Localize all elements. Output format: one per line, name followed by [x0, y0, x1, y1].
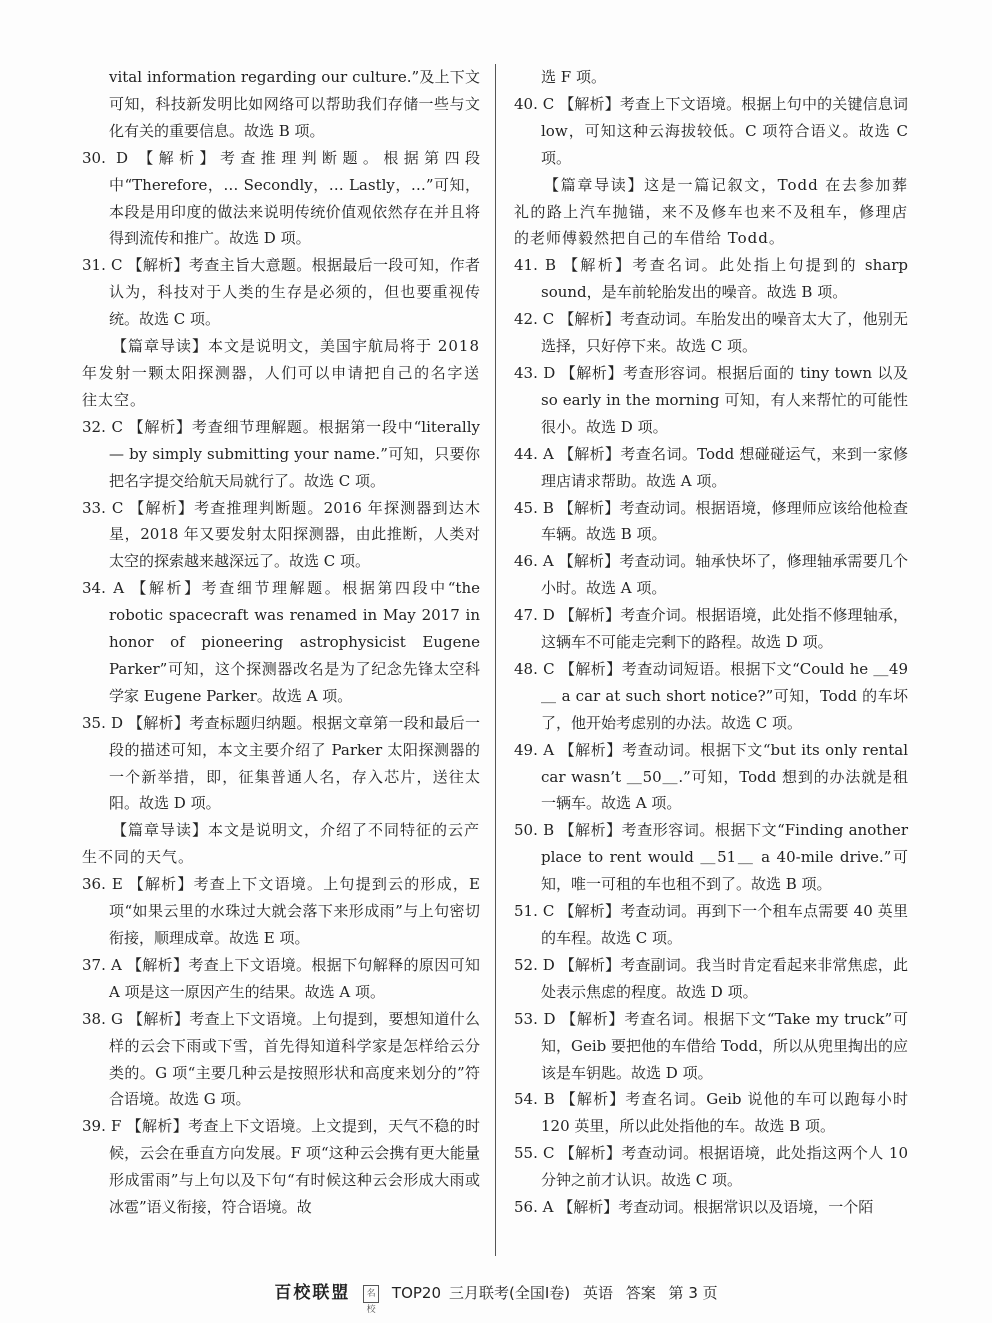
answer-item: 41. B 【解析】考查名词。此处指上句提到的 sharp sound，是车前轮胎发出的噪音。故选 B 项。 [514, 256, 908, 302]
answer-item: 40. C 【解析】考查上下文语境。根据上句中的关键信息词 low，可知这种云海拔较低。C 项符合语义。故选 C 项。 [514, 94, 908, 167]
answer-item: 30. D 【解析】考查推理判断题。根据第四段中“Therefore，… Secondly，… Lastly，…”可知，本段是用印度的做法来说明传统价值观依然存在并且将得到流传和推广。故选 D 项。 [82, 148, 480, 248]
column-divider [495, 64, 496, 1256]
answer-cont: 选 F 项。 [541, 68, 606, 86]
answer-cont: vital information regarding our culture.”及上下文可知，科技新发明比如网络可以帮助我们存储一些与文化有关的重要信息。故选 B 项。 [109, 68, 480, 140]
answer-item: 51. C 【解析】考查动词。再到下一个租车点需要 40 英里的车程。故选 C 项。 [514, 902, 908, 947]
logo-seal: 名校 [363, 1285, 379, 1303]
answer-item: 46. A 【解析】考查动词。轴承快坏了，修理轴承需要几个小时。故选 A 项。 [514, 552, 908, 598]
passage-intro: 【篇章导读】这是一篇记叙文，Todd 在去参加葬礼的路上汽车抛锚，来不及修车也来不及租车，修理店的老师傅毅然把自己的车借给 Todd。 [514, 175, 908, 248]
answer-item: 45. B 【解析】考查动词。根据语境，修理师应该给他检查车辆。故选 B 项。 [514, 498, 908, 544]
answer-item: 37. A 【解析】考查上下文语境。根据下句解释的原因可知 A 项是这一原因产生的结果。故选 A 项。 [82, 955, 480, 1001]
answer-item: 44. A 【解析】考查名词。Todd 想碰碰运气，来到一家修理店请求帮助。故选 A 项。 [514, 444, 908, 490]
series-label: TOP20 [391, 1284, 442, 1302]
answer-item: 38. G 【解析】考查上下文语境。上句提到，要想知道什么样的云会下雨或下雪，首先得知道科学家是怎样给云分类的。G 项“主要几种云是按照形状和高度来划分的”符合语境。故选 G 项。 [82, 1009, 480, 1109]
passage-intro: 【篇章导读】本文是说明文，介绍了不同特征的云产生不同的天气。 [82, 821, 481, 867]
page-number: 第 3 页 [668, 1284, 718, 1302]
kind-label: 答案 [625, 1284, 656, 1302]
answer-item: 56. A 【解析】考查动词。根据常识以及语境，一个陌 [514, 1198, 874, 1217]
answer-item: 39. F 【解析】考查上下文语境。上文提到，天气不稳的时候，云会在垂直方向发展。F 项“这种云会携有更大能量形成雷雨”与上句以及下句“有时候这种云会形成大雨或冰雹”语义衔接，符合语境。故 [82, 1117, 480, 1217]
answer-item: 53. D 【解析】考查名词。根据下文“Take my truck”可知，Geib 要把他的车借给 Todd，所以从兜里掏出的应该是车钥匙。故选 D 项。 [514, 1009, 908, 1082]
answer-item: 55. C 【解析】考查动词。根据语境，此处指这两个人 10 分钟之前才认识。故选 C 项。 [514, 1144, 908, 1190]
subject-label: 英语 [582, 1284, 613, 1302]
answer-item: 35. D 【解析】考查标题归纳题。根据文章第一段和最后一段的描述可知，本文主要介绍了 Parker 太阳探测器的一个新举措，即，征集普通人名，存入芯片，送往太阳。故选 D 项。 [82, 713, 480, 813]
left-column [82, 64, 480, 1221]
answer-item: 36. E 【解析】考查上下文语境。上句提到云的形成，E 项“如果云里的水珠过大就会落下来形成雨”与上句密切衔接，顺理成章。故选 E 项。 [82, 875, 480, 947]
answer-item: 34. A 【解析】考查细节理解题。根据第四段中“the robotic spacecraft was renamed in May 2017 in honor of pioneering astrophysicist Eugene Parker”可知，这个探测器改名是为了纪念先锋太空科学家 Eugene Parker。故选 A 项。 [82, 579, 480, 705]
answer-item: 52. D 【解析】考查副词。我当时肯定看起来非常焦虑，此处表示焦虑的程度。故选 D 项。 [514, 955, 908, 1001]
answer-item: 49. A 【解析】考查动词。根据下文“but its only rental car wasn’t ＿50＿.”可知，Todd 想到的办法就是租一辆车。故选 A 项。 [514, 740, 908, 813]
answer-item: 47. D 【解析】考查介词。根据语境，此处指不修理轴承，这辆车不可能走完剩下的路程。故选 D 项。 [514, 606, 908, 652]
answer-item: 42. C 【解析】考查动词。车胎发出的噪音太大了，他别无选择，只好停下来。故选 C 项。 [514, 310, 908, 356]
exam-label: 三月联考(全国Ⅰ卷) [449, 1284, 571, 1302]
publisher-logo: 百校联盟 [274, 1283, 351, 1303]
answer-item: 50. B 【解析】考查形容词。根据下文“Finding another place to rent would ＿51＿ a 40-mile drive.”可知，唯一可租的车也租不到了。故选 B 项。 [514, 821, 908, 894]
answer-item: 31. C 【解析】考查主旨大意题。根据最后一段可知，作者认为，科技对于人类的生存是必须的，但也要重视传统。故选 C 项。 [82, 256, 480, 329]
answer-item: 33. C 【解析】考查推理判断题。2016 年探测器到达木星，2018 年又要发射太阳探测器，由此推断，人类对太空的探索越来越深远了。故选 C 项。 [82, 498, 480, 571]
answer-item: 32. C 【解析】考查细节理解题。根据第一段中“literally — by simply submitting your name.”可知，只要你把名字提交给航天局就行了。故选 C 项。 [82, 417, 480, 490]
passage-intro: 【篇章导读】本文是说明文，美国宇航局将于 2018 年发射一颗太阳探测器，人们可以申请把自己的名字送往太空。 [82, 337, 480, 409]
answer-item: 43. D 【解析】考查形容词。根据后面的 tiny town 以及 so early in the morning 可知，有人来帮忙的可能性很小。故选 D 项。 [514, 363, 908, 436]
page-footer [0, 1278, 992, 1315]
right-column [514, 64, 908, 1221]
answer-item: 54. B 【解析】考查名词。Geib 说他的车可以跑每小时 120 英里，所以此处指他的车。故选 B 项。 [514, 1090, 908, 1136]
answer-item: 48. C 【解析】考查动词短语。根据下文“Could he ＿49＿ a car at such short notice?”可知，Todd 的车坏了，他开始考虑别的办法。故选 C 项。 [514, 659, 908, 732]
